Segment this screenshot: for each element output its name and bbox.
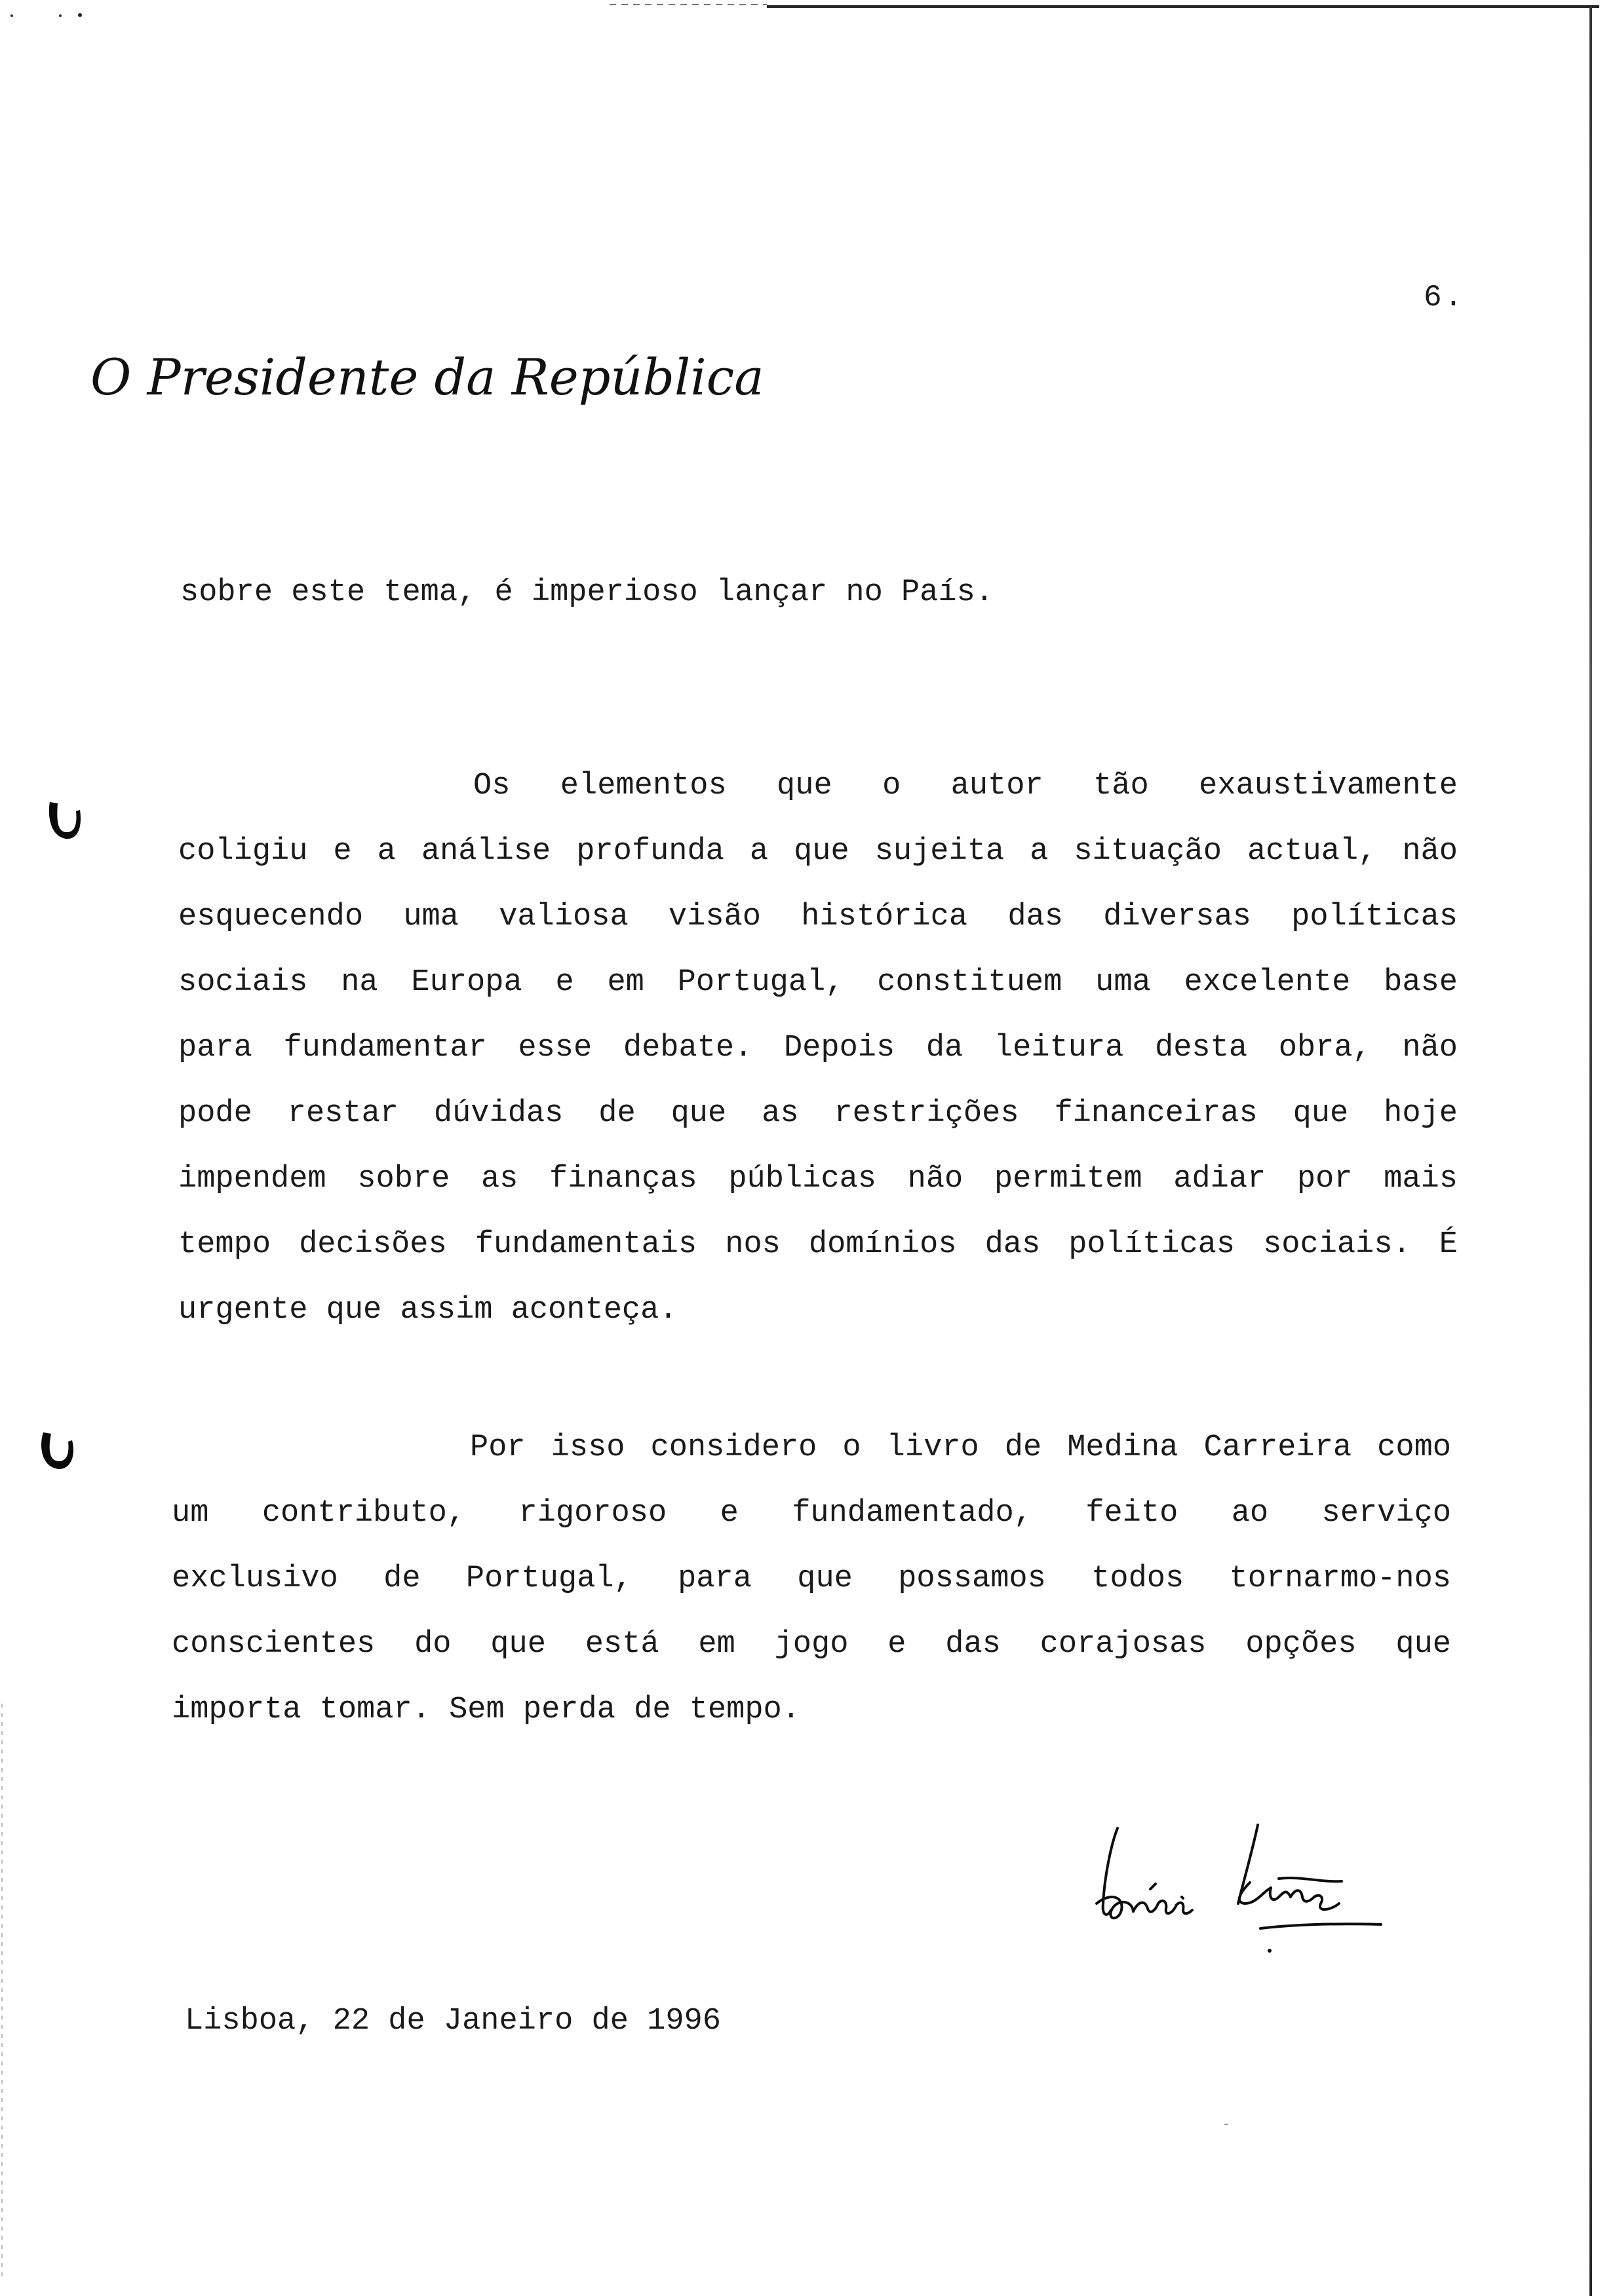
paragraph-intro-continuation xyxy=(180,560,1098,626)
punch-hole-mark-icon xyxy=(46,798,84,844)
paragraph-elements xyxy=(178,754,1458,1343)
paragraph-line: urgente que assim aconteça. xyxy=(178,1293,678,1328)
paragraph-line: impendem sobre as finanças públicas não permitem adiar por mais xyxy=(178,1162,1458,1196)
svg-text:O Presidente da República: O Presidente da República xyxy=(90,348,764,406)
page-number: 6. xyxy=(1424,280,1466,315)
handwritten-signature xyxy=(1085,1805,1412,1962)
place-date: Lisboa, 22 de Janeiro de 1996 xyxy=(185,2004,721,2038)
paragraph-line: esquecendo uma valiosa visão histórica das diversas políticas xyxy=(178,900,1458,934)
scan-top-edge-line xyxy=(767,5,1599,8)
punch-hole-mark-icon xyxy=(38,1427,76,1473)
paragraph-line: pode restar dúvidas de que as restrições financeiras que hoje xyxy=(178,1096,1458,1131)
paragraph-line: sociais na Europa e em Portugal, constituem uma excelente base xyxy=(178,965,1458,1000)
scan-speck xyxy=(1224,2124,1228,2125)
scan-speck-dots xyxy=(9,12,94,18)
scan-top-edge-faint xyxy=(610,4,767,5)
paragraph-line: importa tomar. Sem perda de tempo. xyxy=(172,1693,800,1727)
paragraph-line: Os elementos que o autor tão exaustivamente xyxy=(473,769,1458,803)
paragraph-line: um contributo, rigoroso e fundamentado, feito ao serviço xyxy=(172,1496,1451,1531)
paragraph-line: tempo decisões fundamentais nos domínios das políticas sociais. É xyxy=(178,1227,1458,1262)
scan-left-edge-faint xyxy=(1,1704,3,2280)
paragraph-line: para fundamentar esse debate. Depois da leitura desta obra, não xyxy=(178,1031,1458,1065)
letterhead-logo xyxy=(85,334,764,419)
paragraph-conclusion xyxy=(172,1415,1451,1743)
paragraph-line: conscientes do que está em jogo e das corajosas opções que xyxy=(172,1627,1451,1662)
paragraph-line: sobre este tema, é imperioso lançar no País. xyxy=(180,575,994,610)
paragraph-line: exclusivo de Portugal, para que possamos todos tornarmo-nos xyxy=(172,1561,1451,1596)
paragraph-line: coligiu e a análise profunda a que sujeita a situação actual, não xyxy=(178,834,1458,869)
paragraph-line: Por isso considero o livro de Medina Carreira como xyxy=(470,1430,1451,1465)
scan-right-edge-line xyxy=(1589,7,1592,2296)
